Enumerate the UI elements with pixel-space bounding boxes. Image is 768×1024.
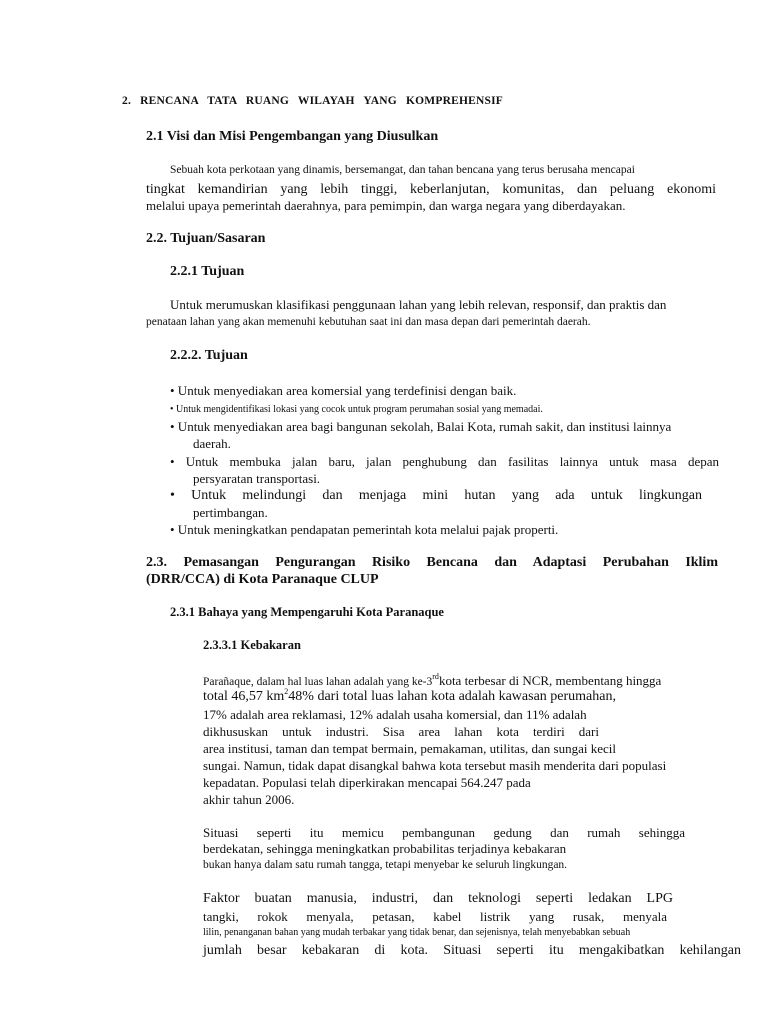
bullet-2: • Untuk mengidentifikasi lokasi yang cocok untuk program perumahan sosial yang memadai.: [170, 404, 543, 415]
p2-line-2: berdekatan, sehingga meningkatkan probabilitas terjadinya kebakaran: [203, 841, 567, 856]
section-2-2-title: 2.2. Tujuan/Sasaran: [146, 231, 266, 246]
bullet-4: • Untuk membuka jalan baru, jalan penghubung dan fasilitas lainnya untuk masa depan: [170, 454, 719, 469]
section-2-3-3-1-title: 2.3.3.1 Kebakaran: [203, 638, 301, 652]
p2-line-3: bukan hanya dalam satu rumah tangga, tetapi menyebar ke seluruh lingkungan.: [203, 859, 568, 871]
bullet-5-cont: pertimbangan.: [193, 505, 268, 520]
p1-line-6: sungai. Namun, tidak dapat disangkal bahwa kota tersebut masih menderita dari populasi: [203, 758, 667, 773]
chapter-heading: 2. RENCANA TATA RUANG WILAYAH YANG KOMPREHENSIF: [122, 95, 503, 107]
section-2-3-title-line-1: 2.3. Pemasangan Pengurangan Risiko Bencana dan Adaptasi Perubahan Iklim: [146, 555, 718, 570]
p3-line-2: tangki, rokok menyala, petasan, kabel listrik yang rusak, menyala: [203, 909, 667, 924]
bullet-5: • Untuk melindungi dan menjaga mini hutan yang ada untuk lingkungan: [170, 488, 702, 503]
p1-line-8: akhir tahun 2006.: [203, 792, 295, 807]
s221-line-1: Untuk merumuskan klasifikasi penggunaan lahan yang lebih relevan, responsif, dan praktis dan: [170, 297, 667, 312]
p1-line-4: dikhususkan untuk industri. Sisa area lahan kota terdiri dari: [203, 724, 599, 739]
p1-line-7: kepadatan. Populasi telah diperkirakan mencapai 564.247 pada: [203, 775, 531, 790]
bullet-6: • Untuk meningkatkan pendapatan pemerintah kota melalui pajak properti.: [170, 522, 559, 537]
bullet-3-cont: daerah.: [193, 436, 231, 451]
p1-line-5: area institusi, taman dan tempat bermain, pemakaman, utilitas, dan sungai kecil: [203, 741, 616, 756]
section-2-2-1-title: 2.2.1 Tujuan: [170, 264, 245, 279]
p1-line-3: 17% adalah area reklamasi, 12% adalah usaha komersial, dan 11% adalah: [203, 707, 587, 722]
s21-line-1: Sebuah kota perkotaan yang dinamis, bersemangat, dan tahan bencana yang terus berusaha mencapai: [170, 164, 635, 176]
p2-line-1: Situasi seperti itu memicu pembangunan gedung dan rumah sehingga: [203, 825, 685, 840]
section-2-3-1-title: 2.3.1 Bahaya yang Mempengaruhi Kota Paranaque: [170, 605, 444, 619]
p3-line-1: Faktor buatan manusia, industri, dan teknologi seperti ledakan LPG: [203, 891, 673, 906]
s221-line-2: penataan lahan yang akan memenuhi kebutuhan saat ini dan masa depan dari pemerintah daerah.: [146, 316, 591, 328]
p1-line-2: total 46,57 $km^248\%$ dari total luas lahan kota adalah kawasan perumahan,: [203, 687, 616, 704]
bullet-4-cont: persyaratan transportasi.: [193, 471, 321, 486]
bullet-1: • Untuk menyediakan area komersial yang terdefinisi dengan baik.: [170, 383, 517, 398]
section-2-2-2-title: 2.2.2. Tujuan: [170, 348, 248, 363]
s21-line-2: tingkat kemandirian yang lebih tinggi, keberlanjutan, komunitas, dan peluang ekonomi: [146, 182, 716, 197]
p3-line-3: lilin, penanganan bahan yang mudah terbakar yang tidak benar, dan sejenisnya, telah menyebabkan sebuah: [203, 927, 631, 938]
s21-line-3: melalui upaya pemerintah daerahnya, para pemimpin, dan warga negara yang diberdayakan.: [146, 198, 626, 213]
section-2-3-title-line-2: (DRR/CCA) di Kota Paranaque CLUP: [146, 572, 379, 587]
bullet-3: • Untuk menyediakan area bagi bangunan sekolah, Balai Kota, rumah sakit, dan institusi lainnya: [170, 419, 672, 434]
section-2-1-title: 2.1 Visi dan Misi Pengembangan yang Diusulkan: [146, 129, 439, 144]
p3-line-4: jumlah besar kebakaran di kota. Situasi seperti itu mengakibatkan kehilangan: [203, 943, 741, 958]
p1-line-1: Parañaque, dalam hal luas lahan adalah yang ke-3rdkota terbesar di NCR, membentang hingga: [203, 672, 662, 688]
